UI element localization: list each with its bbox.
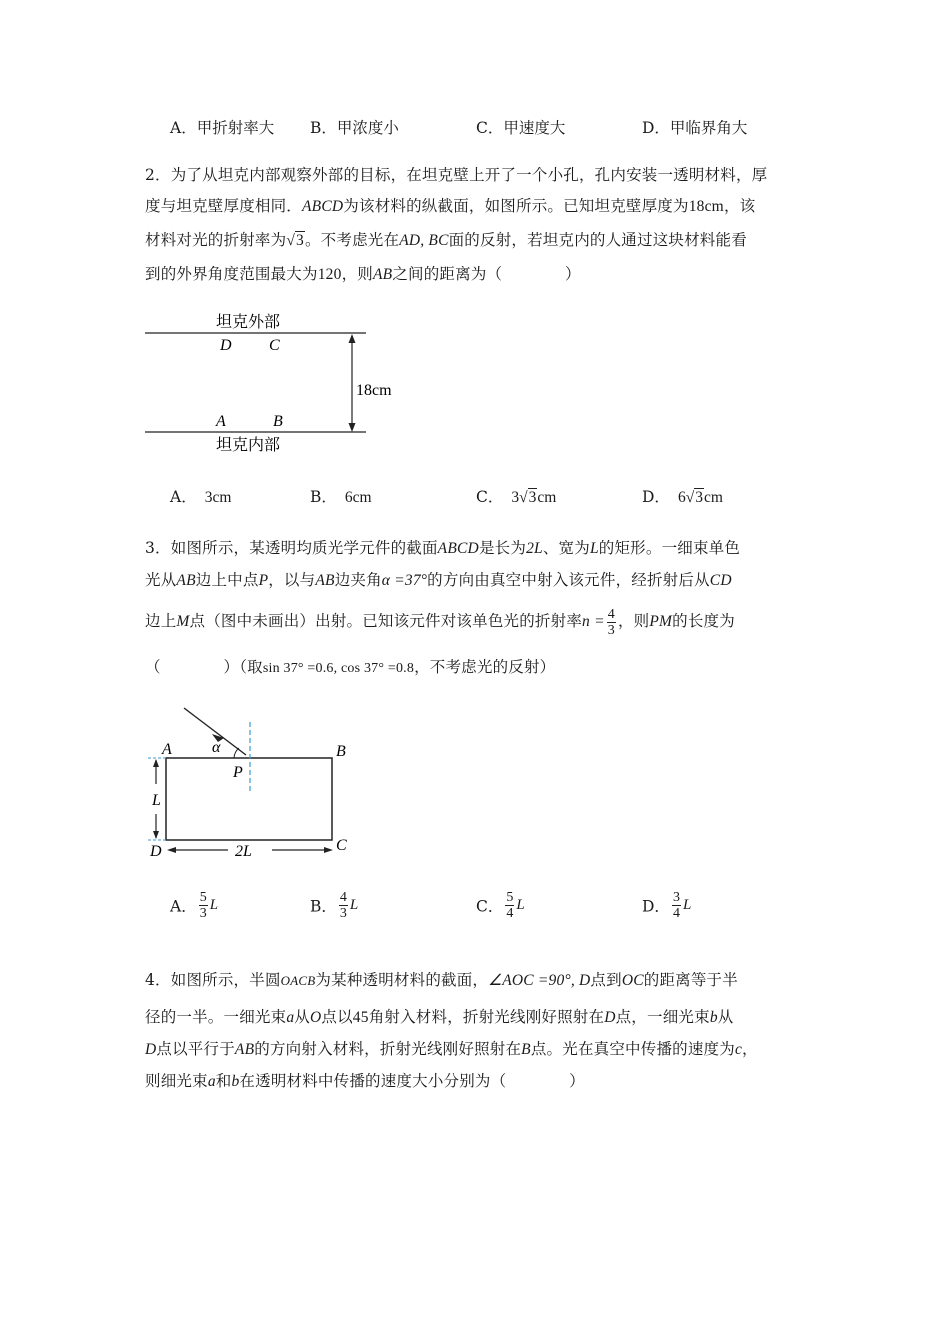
q3-line-1: 3．如图所示，某透明均质光学元件的截面ABCD是长为2L、宽为L的矩形。一细束单色 <box>145 539 741 557</box>
label-A: A <box>162 741 172 758</box>
label-D: D <box>220 337 232 354</box>
q3-option-a: A． $\frac{5}{3}$ L <box>170 890 219 921</box>
label-C: C <box>269 337 280 354</box>
left-dim-top-head <box>153 759 159 767</box>
q4-line-1: 4．如图所示，半圆OACB为某种透明材料的截面，∠AOC =90°, D点到OC的距离等于半 <box>145 971 738 989</box>
label-alpha: α <box>212 739 221 756</box>
bottom-dim-left-head <box>167 847 176 853</box>
q2-line-4: 到的外界角度范围最大为120，则AB之间的距离为（ ） <box>145 265 581 283</box>
bottom-dim-right-head <box>324 847 333 853</box>
label-C: C <box>336 837 347 854</box>
rect-abcd <box>166 758 332 840</box>
q2-line-2: 度与坦克壁厚度相同．ABCD为该材料的纵截面，如图所示。已知坦克壁厚度为18cm，该 <box>145 197 756 215</box>
q2-tank-diagram <box>140 305 420 465</box>
left-dim-bottom-head <box>153 831 159 839</box>
label-D: D <box>150 843 162 860</box>
q2-option-c: C． 3√3cm <box>476 488 557 506</box>
thickness-arrow-up-head <box>349 334 356 343</box>
q2-line-1: 2．为了从坦克内部观察外部的目标，在坦克壁上开了一个小孔，孔内安装一透明材料，厚 <box>145 166 768 184</box>
label-inside: 坦克内部 <box>216 435 281 454</box>
q2-option-a: A． 3cm <box>170 488 232 506</box>
label-2L: 2L <box>235 843 252 860</box>
q4-line-4: 则细光束a和b在透明材料中传播的速度大小分别为（ ） <box>145 1072 585 1090</box>
q1-option-a: A．甲折射率大 <box>170 119 275 137</box>
q3-line-3: 边上M点（图中未画出）出射。已知该元件对该单色光的折射率n = $\frac{4}{3}$ ，则PM的长度为 <box>145 606 735 638</box>
q2-option-d: D． 6√3cm <box>642 488 723 506</box>
q1-option-d: D．甲临界角大 <box>642 119 748 137</box>
label-B: B <box>273 413 283 430</box>
q3-line-2: 光从AB边上中点P，以与AB边夹角α =37°的方向由真空中射入该元件，经折射后从CD <box>145 571 732 589</box>
q4-line-3: D点以平行于AB的方向射入材料，折射光线刚好照射在B点。光在真空中传播的速度为c， <box>145 1040 758 1058</box>
q1-option-c: C．甲速度大 <box>476 119 566 137</box>
q3-option-d: D． $\frac{3}{4}$ L <box>642 890 692 921</box>
label-B: B <box>336 743 346 760</box>
q3-line-4: （ ）（取sin 37° =0.6, cos 37° =0.8，不考虑光的反射） <box>145 658 556 676</box>
label-P: P <box>233 764 243 781</box>
q3-option-c: C． $\frac{5}{4}$ L <box>476 890 525 921</box>
label-L: L <box>152 792 161 809</box>
q3-rectangle-diagram <box>140 700 370 870</box>
thickness-arrow-down-head <box>349 423 356 432</box>
label-A: A <box>216 413 226 430</box>
label-outside: 坦克外部 <box>216 312 281 331</box>
q3-option-b: B． $\frac{4}{3}$ L <box>310 890 359 921</box>
q2-line-3: 材料对光的折射率为√3。不考虑光在AD, BC面的反射，若坦克内的人通过这块材料能看 <box>145 231 747 249</box>
label-thickness: 18cm <box>356 382 392 399</box>
q4-line-2: 径的一半。一细光束a从O点以45角射入材料，折射光线刚好照射在D点，一细光束b从 <box>145 1008 734 1026</box>
q1-option-b: B．甲浓度小 <box>310 119 399 137</box>
q2-option-b: B． 6cm <box>310 488 372 506</box>
